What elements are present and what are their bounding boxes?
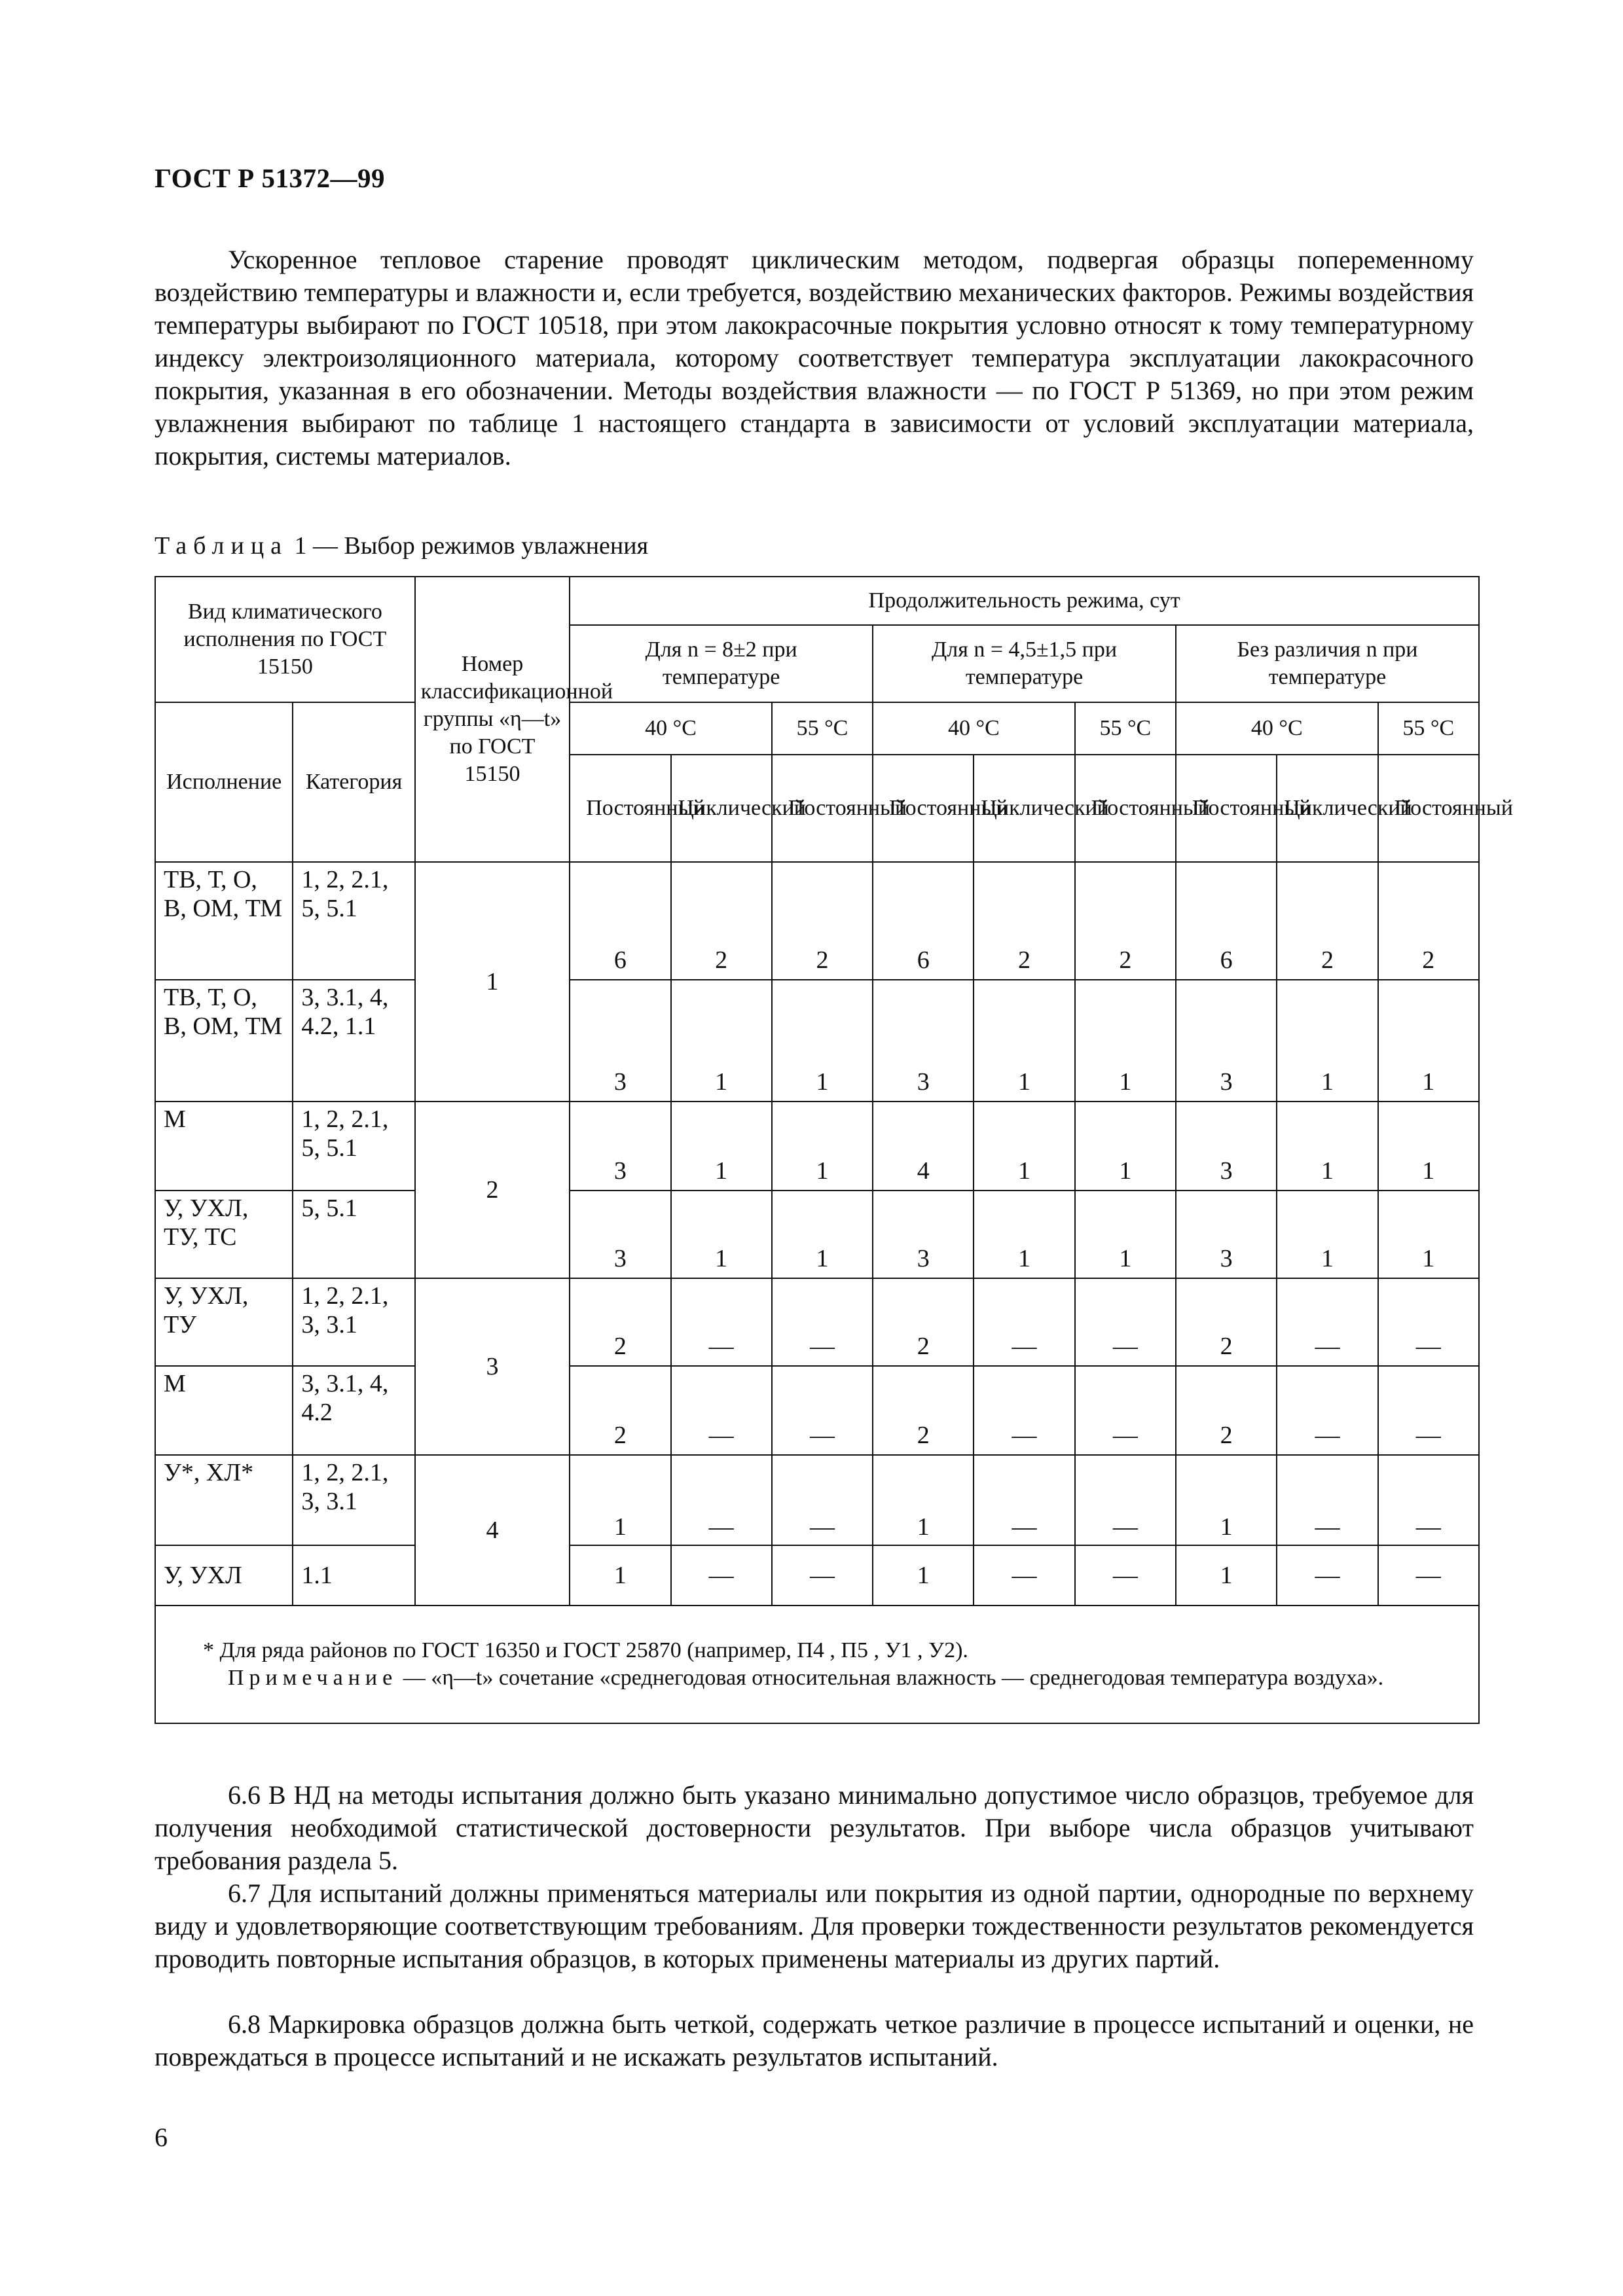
cell-value: 1 [873, 1455, 974, 1545]
cell-group: 3 [415, 1278, 570, 1455]
cell-value: 1 [1277, 1191, 1377, 1278]
intro-paragraph [155, 243, 1474, 473]
cell-value: — [1277, 1366, 1377, 1455]
header-mode-constant: Постоянный [1075, 755, 1176, 862]
header-execution: Исполнение [155, 702, 293, 862]
table-row [155, 1278, 1479, 1366]
header-mode-constant: Постоянный [1378, 755, 1479, 862]
cell-value: 3 [1176, 1191, 1277, 1278]
cell-value: 3 [570, 980, 670, 1102]
cell-value: — [1378, 1455, 1479, 1545]
cell-value: — [1075, 1278, 1176, 1366]
header-n-any: Без различия n при температуре [1176, 625, 1479, 702]
cell-value: — [1277, 1278, 1377, 1366]
paragraph-6-8 [155, 2008, 1474, 2073]
cell-value: — [1075, 1366, 1176, 1455]
header-mode-constant: Постоянный [570, 755, 670, 862]
page-number: 6 [155, 2123, 168, 2152]
cell-value: 3 [570, 1102, 670, 1191]
cell-value: 4 [873, 1102, 974, 1191]
cell-value: — [1075, 1545, 1176, 1605]
cell-value: 2 [1378, 862, 1479, 980]
cell-value: 1 [1277, 1102, 1377, 1191]
cell-value: 1 [974, 1102, 1074, 1191]
cell-value: — [671, 1455, 772, 1545]
intro-text: Ускоренное тепловое старение проводят циклическим методом, подвергая образцы попеременному воздействию температуры и влажности и, если требуется, воздействию механических факторов. Режимы воздействия температуры выбирают по ГОСТ 10518, при этом лакокрасочные покрытия условно относят к тому температурному индексу электроизоляционного материала, которому соответствует температура эксплуатации лакокрасочного покрытия, указанная в его обозначении. Методы воздействия влажности — по ГОСТ Р 51369, но при этом режим увлажнения выбирают по таблице 1 настоящего стандарта в зависимости от условий эксплуатации материала, покрытия, системы материалов. [155, 245, 1474, 471]
cell-value: 6 [1176, 862, 1277, 980]
cell-value: 2 [1176, 1366, 1277, 1455]
cell-category: 3, 3.1, 4, 4.2, 1.1 [293, 980, 414, 1102]
cell-value: 3 [1176, 1102, 1277, 1191]
cell-value: — [1378, 1278, 1479, 1366]
header-n-8: Для n = 8±2 при температуре [570, 625, 873, 702]
cell-value: 1 [1176, 1545, 1277, 1605]
header-duration: Продолжительность режима, сут [570, 577, 1479, 625]
table-row [155, 1455, 1479, 1545]
cell-value: 2 [570, 1278, 670, 1366]
cell-value: 3 [570, 1191, 670, 1278]
cell-category: 5, 5.1 [293, 1191, 414, 1278]
cell-value: — [1378, 1366, 1479, 1455]
cell-value: 2 [1075, 862, 1176, 980]
cell-value: 1 [570, 1455, 670, 1545]
cell-value: — [1075, 1455, 1176, 1545]
cell-value: 2 [1176, 1278, 1277, 1366]
cell-execution: У, УХЛ, ТУ, ТС [155, 1191, 293, 1278]
cell-execution: У, УХЛ, ТУ [155, 1278, 293, 1366]
cell-value: 3 [873, 1191, 974, 1278]
cell-category: 1.1 [293, 1545, 414, 1605]
table-row [155, 1545, 1479, 1605]
table-caption-word: Таблица [155, 532, 289, 560]
paragraph-6-6-text: 6.6 В НД на методы испытания должно быть указано минимально допустимое число образцов, требуемое для получения необходимой статистической достоверности результатов. При выборе числа образцов учитывают требования раздела 5. [155, 1780, 1474, 1875]
header-temp-55: 55 °С [772, 702, 873, 755]
cell-value: 1 [772, 980, 873, 1102]
cell-value: 1 [1277, 980, 1377, 1102]
cell-value: 2 [873, 1366, 974, 1455]
cell-value: 1 [1378, 1191, 1479, 1278]
cell-value: 1 [671, 980, 772, 1102]
cell-execution: М [155, 1102, 293, 1191]
header-mode-constant: Постоянный [772, 755, 873, 862]
header-category: Категория [293, 702, 414, 862]
cell-value: 6 [873, 862, 974, 980]
cell-execution: У, УХЛ [155, 1545, 293, 1605]
header-mode-constant: Постоянный [873, 755, 974, 862]
paragraph-6-8-text: 6.8 Маркировка образцов должна быть четкой, содержать четкое различие в процессе испытаний и оценки, не повреждаться в процессе испытаний и не искажать результатов испытаний. [155, 2009, 1474, 2072]
header-n-4-5: Для n = 4,5±1,5 при температуре [873, 625, 1176, 702]
cell-value: 1 [1075, 1102, 1176, 1191]
cell-category: 1, 2, 2.1, 5, 5.1 [293, 1102, 414, 1191]
cell-value: — [671, 1278, 772, 1366]
header-mode-cyclic: Циклический [1277, 755, 1377, 862]
cell-value: 1 [671, 1191, 772, 1278]
cell-category: 1, 2, 2.1, 3, 3.1 [293, 1455, 414, 1545]
table-caption [155, 531, 648, 560]
cell-value: — [974, 1366, 1074, 1455]
cell-value: 1 [873, 1545, 974, 1605]
table-notes [155, 1605, 1479, 1723]
header-temp-40: 40 °С [1176, 702, 1378, 755]
table-footnote: * Для ряда районов по ГОСТ 16350 и ГОСТ 25870 (например, П4 , П5 , У1 , У2). [203, 1638, 968, 1662]
paragraph-6-7 [155, 1877, 1474, 1975]
cell-value: — [772, 1545, 873, 1605]
cell-value: 3 [1176, 980, 1277, 1102]
cell-value: — [974, 1278, 1074, 1366]
cell-execution: ТВ, Т, О, В, ОМ, ТМ [155, 980, 293, 1102]
cell-value: 2 [873, 1278, 974, 1366]
cell-value: — [772, 1366, 873, 1455]
paragraph-6-6 [155, 1779, 1474, 1877]
table-row [155, 862, 1479, 980]
cell-value: 6 [570, 862, 670, 980]
header-climate: Вид климатического исполнения по ГОСТ 15150 [155, 577, 415, 702]
cell-value: 1 [570, 1545, 670, 1605]
note-text: — «η—t» сочетание «среднегодовая относительная влажность — среднегодовая температура воздуха». [397, 1666, 1384, 1690]
cell-value: 1 [772, 1191, 873, 1278]
cell-value: — [772, 1278, 873, 1366]
cell-value: 1 [974, 980, 1074, 1102]
cell-group: 2 [415, 1102, 570, 1278]
cell-category: 1, 2, 2.1, 3, 3.1 [293, 1278, 414, 1366]
cell-value: 1 [1378, 1102, 1479, 1191]
cell-value: 2 [570, 1366, 670, 1455]
header-temp-55: 55 °С [1075, 702, 1176, 755]
header-mode-constant: Постоянный [1176, 755, 1277, 862]
table-row [155, 1366, 1479, 1455]
cell-category: 3, 3.1, 4, 4.2 [293, 1366, 414, 1455]
cell-value: 1 [1075, 980, 1176, 1102]
cell-value: — [671, 1366, 772, 1455]
header-mode-cyclic: Циклический [974, 755, 1074, 862]
cell-value: 3 [873, 980, 974, 1102]
cell-value: 2 [671, 862, 772, 980]
header-temp-55: 55 °С [1378, 702, 1479, 755]
table-caption-title: 1 — Выбор режимов увлажнения [288, 532, 649, 560]
cell-value: — [974, 1455, 1074, 1545]
header-temp-40: 40 °С [873, 702, 1075, 755]
cell-value: — [772, 1455, 873, 1545]
cell-value: 2 [1277, 862, 1377, 980]
document-header: ГОСТ Р 51372—99 [155, 163, 385, 193]
cell-execution: М [155, 1366, 293, 1455]
note-label: Примечание [228, 1666, 398, 1690]
cell-value: — [1277, 1455, 1377, 1545]
table-notes-row [155, 1605, 1479, 1723]
cell-value: 2 [974, 862, 1074, 980]
humidity-modes-table [155, 576, 1513, 1724]
cell-group: 4 [415, 1455, 570, 1605]
cell-value: 2 [772, 862, 873, 980]
cell-value: — [1277, 1545, 1377, 1605]
cell-value: 1 [772, 1102, 873, 1191]
table-row [155, 1102, 1479, 1191]
header-temp-40: 40 °С [570, 702, 772, 755]
cell-execution: ТВ, Т, О, В, ОМ, ТМ [155, 862, 293, 980]
cell-value: — [1378, 1545, 1479, 1605]
cell-value: 1 [1176, 1455, 1277, 1545]
cell-execution: У*, ХЛ* [155, 1455, 293, 1545]
cell-value: — [671, 1545, 772, 1605]
table-row [155, 980, 1479, 1102]
cell-value: — [974, 1545, 1074, 1605]
cell-value: 1 [1378, 980, 1479, 1102]
paragraph-6-7-text: 6.7 Для испытаний должны применяться материалы или покрытия из одной партии, однородные по верхнему виду и удовлетворяющие соответствующим требованиям. Для проверки тождественности результатов рекомендуется проводить повторные испытания образцов, в которых применены материалы из других партий. [155, 1878, 1474, 1973]
header-group: Номер классификационной группы «η—t» по ГОСТ 15150 [415, 577, 570, 862]
cell-value: 1 [1075, 1191, 1176, 1278]
cell-value: 1 [671, 1102, 772, 1191]
table-row [155, 1191, 1479, 1278]
cell-category: 1, 2, 2.1, 5, 5.1 [293, 862, 414, 980]
header-mode-cyclic: Циклический [671, 755, 772, 862]
cell-value: 1 [974, 1191, 1074, 1278]
cell-group: 1 [415, 862, 570, 1102]
